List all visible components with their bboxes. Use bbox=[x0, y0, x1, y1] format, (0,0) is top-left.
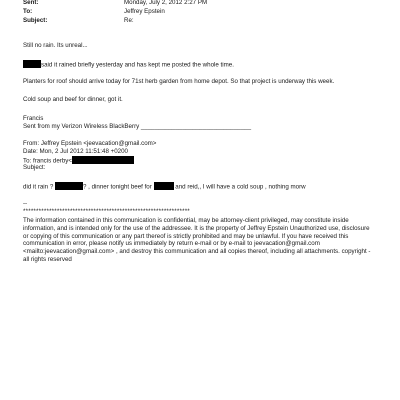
body-line-3: Planters for roof should arrive today for 71st herb garden from home depot. So that project is underway this week. bbox=[23, 78, 335, 85]
redaction-bar bbox=[55, 182, 83, 190]
quoted-subject: Subject: bbox=[23, 164, 46, 171]
asterisk-separator: **************************************************************** bbox=[23, 208, 190, 215]
email-header bbox=[23, 0, 383, 25]
to-label: To: bbox=[23, 7, 33, 15]
confidentiality-disclaimer: The information contained in this communication is confidential, may be attorney-client privileged, may constitute inside information, and is intended only for the use of the addressee. It is the property of Jeffrey Epstein Unauthorized use, disclosure or copying of this communication or any part thereof is strictly prohibited and may be unlawful. If you have received this communication in error, please notify us immediately by return e-mail or by e-mail to jeevacation@gmail.com <mailto:jeevacation@gmail.com> , and destroy this communication and all copies thereof, including all attachments. copyright -all rights reserved bbox=[23, 217, 371, 263]
body-line-2 bbox=[23, 60, 234, 69]
quoted-message bbox=[23, 182, 306, 191]
redaction-bar bbox=[72, 156, 134, 164]
redaction-bar bbox=[154, 182, 174, 190]
body-line-4: Cold soup and beef for dinner, got it. bbox=[23, 96, 123, 103]
body-line-2-text: said it rained briefly yesterday and has kept me posted the whole time. bbox=[41, 61, 234, 69]
signature-device: Sent from my Verizon Wireless BlackBerry ________________________________ bbox=[23, 123, 252, 130]
subject-label: Subject: bbox=[23, 16, 48, 24]
quoted-date: Date: Mon, 2 Jul 2012 11:51:48 +0200 bbox=[23, 148, 128, 155]
subject-row bbox=[23, 16, 383, 25]
quoted-to-text: To: francis derby< bbox=[23, 157, 73, 165]
body-line-1: Still no rain. Its unreal... bbox=[23, 42, 88, 49]
redaction-bar bbox=[23, 60, 41, 68]
to-row bbox=[23, 7, 383, 16]
sent-label: Sent: bbox=[23, 0, 39, 6]
ellipsis-line: -- bbox=[23, 200, 28, 207]
sent-row bbox=[23, 0, 383, 7]
quoted-message-part-2: ? , dinner tonight beef for bbox=[83, 183, 152, 191]
to-value: Jeffrey Epstein bbox=[124, 7, 165, 15]
subject-value: Re: bbox=[124, 16, 134, 24]
quoted-from: From: Jeffrey Epstein <jeevacation@gmail.com> bbox=[23, 140, 157, 147]
quoted-message-part-1: did it rain ? bbox=[23, 183, 54, 191]
sent-value: Monday, July 2, 2012 2:27 PM bbox=[124, 0, 208, 6]
signature-name: Francis bbox=[23, 115, 44, 122]
quoted-message-part-3: and reid,, I will have a cold soup , nothing morw bbox=[175, 183, 306, 191]
